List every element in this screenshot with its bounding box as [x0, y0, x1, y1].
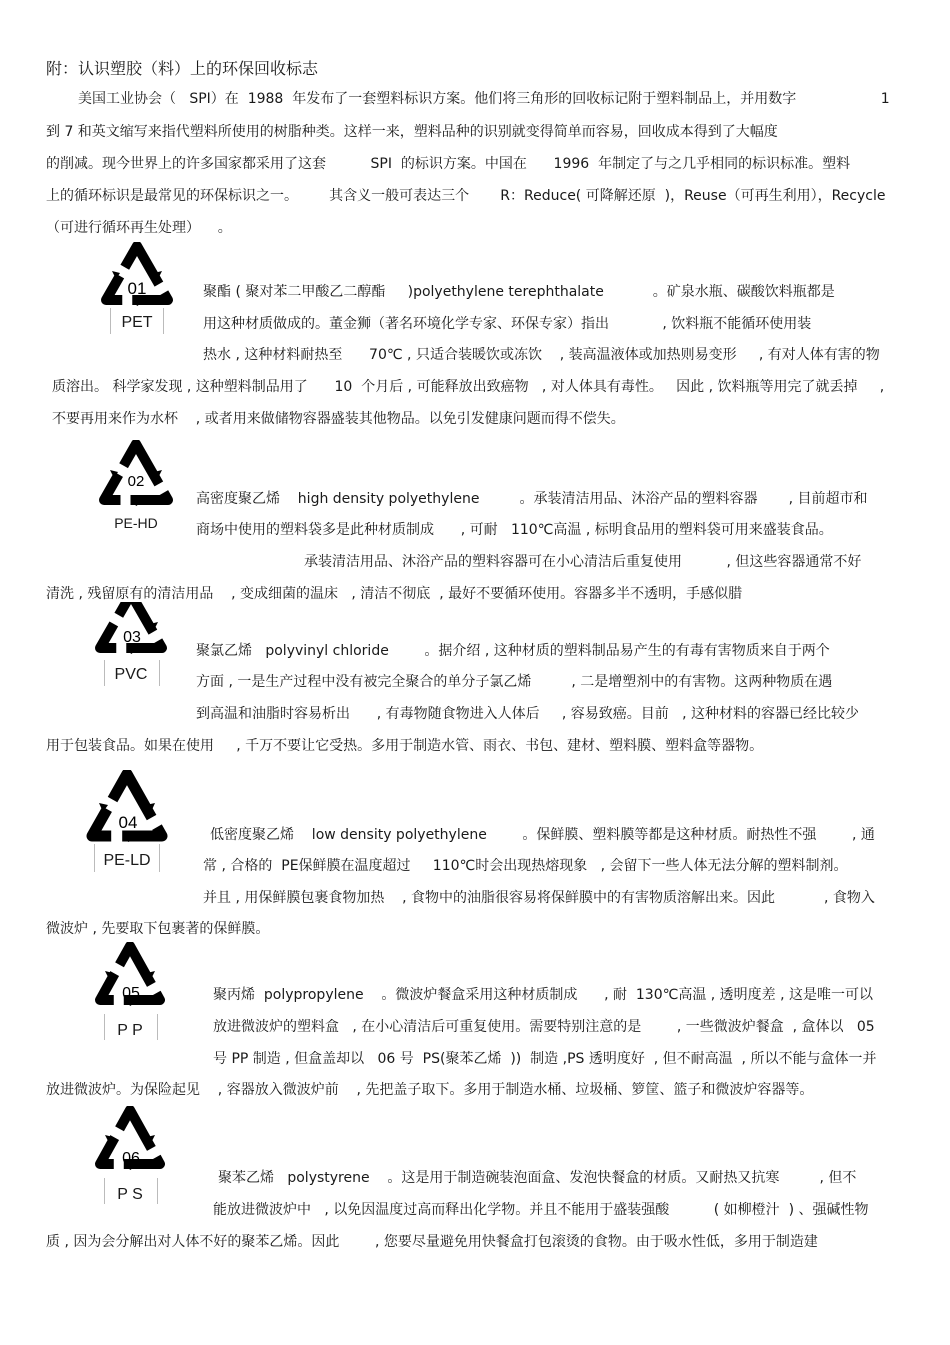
- section-line: 聚苯乙烯 polystyrene 。这是用于制造碗装泡面盒、发泡快餐盒的材质。又耐热又抗寒 , 但不: [218, 1170, 857, 1186]
- svg-text:03: 03: [123, 629, 141, 646]
- section-line: 聚酯 ( 聚对苯二甲酸乙二醇酯 )polyethylene terephthalate 。矿泉水瓶、碳酸饮料瓶都是: [203, 284, 835, 300]
- section-line: 清洗 , 残留原有的清洁用品 , 变成细菌的温床 , 清洁不彻底 , 最好不要循环使用。容器多半不透明，手感似腊: [46, 586, 743, 602]
- resin-abbr: P S: [117, 1186, 143, 1203]
- section-line: 微波炉 , 先要取下包裹著的保鲜膜。: [46, 921, 270, 937]
- recycle-symbol-03-icon: [92, 602, 170, 688]
- section-line: 放进微波炉的塑料盒 , 在小心清洁后可重复使用。需要特别注意的是 , 一些微波炉餐盒 , 盒体以 05: [213, 1019, 875, 1035]
- recycle-symbol-02-icon: [98, 440, 174, 536]
- section-line: 低密度聚乙烯 low density polyethylene 。保鲜膜、塑料膜等都是这种材质。耐热性不强 , 通: [210, 827, 875, 843]
- section-line: 并且 , 用保鲜膜包裹食物加热 , 食物中的油脂很容易将保鲜膜中的有害物质溶解出来。因此 , 食物入: [203, 890, 875, 906]
- intro-line: 上的循环标识是最常见的环保标识之一。 其含义一般可表达三个 R：Reduce( 可降解还原 )，Reuse（可再生利用），Recycle: [46, 188, 886, 204]
- section-line: 商场中使用的塑料袋多是此种材质制成 , 可耐 110℃高温 , 标明食品用的塑料袋可用来盛装食品。: [196, 522, 833, 538]
- section-line: 能放进微波炉中 , 以免因温度过高而释出化学物。并且不能用于盛装强酸 ( 如柳橙汁 ) 、强碱性物: [213, 1202, 869, 1218]
- resin-abbr: PET: [121, 314, 153, 331]
- section-line: 高密度聚乙烯 high density polyethylene 。承装清洁用品、沐浴产品的塑料容器 , 目前超市和: [196, 491, 868, 507]
- svg-text:04: 04: [118, 813, 138, 832]
- section-line: 用于包装食品。如果在使用 , 千万不要让它受热。多用于制造水管、雨衣、书包、建材、塑料膜、塑料盒等器物。: [46, 738, 764, 754]
- section-line: 常 , 合格的 PE保鲜膜在温度超过 110℃时会出现热熔现象 , 会留下一些人体无法分解的塑料制剂。: [203, 858, 848, 874]
- section-line: 放进微波炉。为保险起见 , 容器放入微波炉前 , 先把盖子取下。多用于制造水桶、垃圾桶、箩筐、篮子和微波炉容器等。: [46, 1082, 814, 1098]
- recycle-symbol-04-icon: [86, 770, 168, 874]
- section-line: 聚丙烯 polypropylene 。微波炉餐盒采用这种材质制成 , 耐 130℃高温 , 透明度差 , 这是唯一可以: [213, 987, 874, 1003]
- resin-abbr: PE-LD: [103, 852, 151, 869]
- resin-abbr: PE-HD: [114, 515, 158, 531]
- resin-abbr: P P: [117, 1022, 143, 1039]
- section-line: 用这种材质做成的。董金狮（著名环境化学专家、环保专家）指出 , 饮料瓶不能循环使用装: [203, 316, 812, 332]
- intro-line: （可进行循环再生处理） 。: [46, 220, 232, 236]
- recycle-symbol-05-icon: [94, 942, 166, 1042]
- section-line: 热水 , 这种材料耐热至 70℃ , 只适合装暖饮或冻饮 , 装高温液体或加热则易变形 , 有对人体有害的物: [203, 347, 880, 363]
- section-line: 承装清洁用品、沐浴产品的塑料容器可在小心清洁后重复使用 , 但这些容器通常不好: [304, 554, 862, 570]
- intro-line: 美国工业协会（ SPI）在 1988 年发布了一套塑料标识方案。他们将三角形的回收标记附于塑料制品上，并用数字 1: [78, 91, 890, 107]
- section-line: 质 , 因为会分解出对人体不好的聚苯乙烯。因此 , 您要尽量避免用快餐盒打包滚烫的食物。由于吸水性低，多用于制造建: [46, 1234, 818, 1250]
- intro-line: 的削减。现今世界上的许多国家都采用了这套 SPI 的标识方案。中国在 1996 年制定了与之几乎相同的标识标准。塑料: [46, 156, 851, 172]
- svg-text:05: 05: [122, 985, 140, 1002]
- svg-text:06: 06: [122, 1150, 140, 1167]
- resin-abbr: PVC: [114, 666, 148, 683]
- recycle-symbol-01-icon: [100, 242, 174, 338]
- section-line: 聚氯乙烯 polyvinyl chloride 。据介绍 , 这种材质的塑料制品易产生的有毒有害物质来自于两个: [196, 643, 830, 659]
- section-line: 方面 , 一是生产过程中没有被完全聚合的单分子氯乙烯 , 二是增塑剂中的有害物。这两种物质在遇: [196, 674, 833, 690]
- intro-line: 到 7 和英文缩写来指代塑料所使用的树脂种类。这样一来，塑料品种的识别就变得简单而容易，回收成本得到了大幅度: [46, 124, 778, 140]
- recycle-symbol-06-icon: [94, 1106, 166, 1206]
- section-line: 不要再用来作为水杯 , 或者用来做储物容器盛装其他物品。以免引发健康问题而得不偿失。: [52, 411, 625, 427]
- section-line: 质溶出。 科学家发现 , 这种塑料制品用了 10 个月后 , 可能释放出致癌物 , 对人体具有毒性。 因此 , 饮料瓶等用完了就丢掉 ,: [52, 379, 885, 395]
- page-title: 附：认识塑胶（料）上的环保回收标志: [46, 59, 319, 78]
- section-line: 到高温和油脂时容易析出 , 有毒物随食物进入人体后 , 容易致癌。目前 , 这种材料的容器已经比较少: [196, 706, 860, 722]
- svg-text:02: 02: [127, 473, 145, 490]
- svg-text:01: 01: [127, 279, 147, 298]
- section-line: 号 PP 制造 , 但盒盖却以 06 号 PS(聚苯乙烯 )) 制造 ,PS 透明度好 , 但不耐高温 , 所以不能与盒体一并: [213, 1051, 877, 1067]
